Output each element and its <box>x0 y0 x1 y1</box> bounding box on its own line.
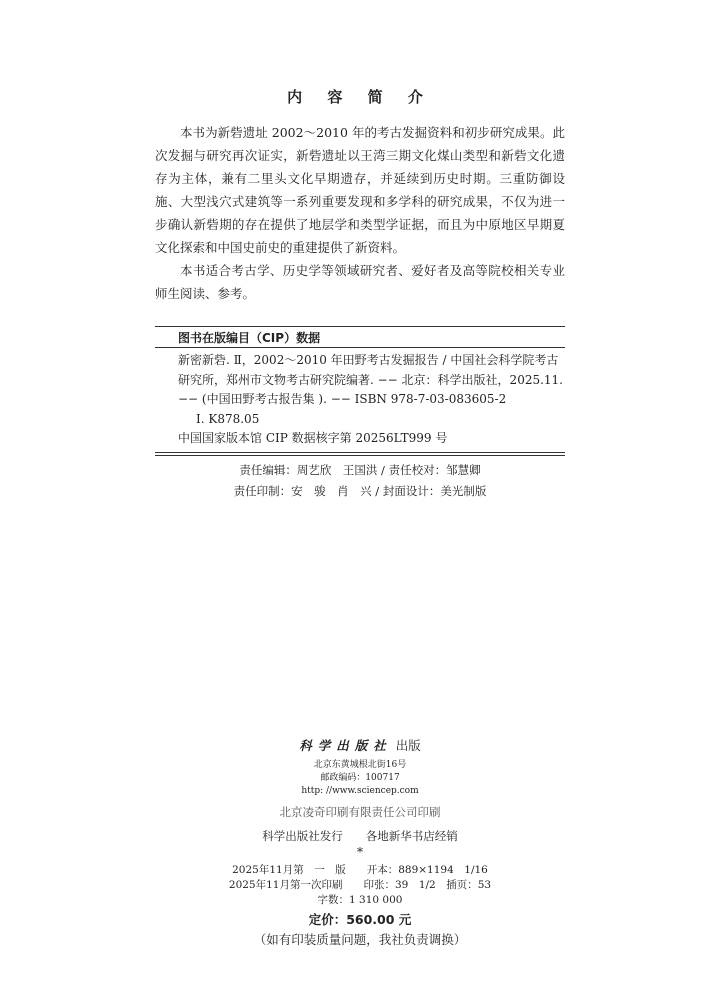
summary-paragraph-2: 本书适合考古学、历史学等领域研究者、爱好者及高等院校相关专业师生阅读、参考。 <box>155 263 565 301</box>
publisher-address: 北京东黄城根北街16号 <box>313 760 407 770</box>
separator-star: * <box>357 845 363 859</box>
summary-body <box>155 121 565 305</box>
printer-line: 北京凌奇印刷有限责任公司印刷 <box>279 805 441 819</box>
return-note: （如有印装质量问题，我社负责调换） <box>253 932 467 947</box>
publisher-name <box>0 737 720 755</box>
cip-classification: Ⅰ. K878.05 <box>196 411 260 426</box>
cip-bottom-rule <box>155 452 565 453</box>
word-count: 字数：1 310 000 <box>317 894 403 906</box>
cip-record-block <box>178 351 568 449</box>
distribution-line: 科学出版社发行 各地新华书店经销 <box>262 829 458 843</box>
edition-line: 2025年11月第 一 版 开本：889×1194 1/16 <box>232 864 488 876</box>
price: 定价：560.00 元 <box>308 912 412 927</box>
publisher-postcode: 邮政编码：100717 <box>320 773 400 783</box>
publisher-website: http: //www.sciencep.com <box>301 786 419 796</box>
summary-title: 内 容 简 介 <box>287 88 433 106</box>
cip-top-rule <box>155 326 565 327</box>
credits-block <box>0 460 720 502</box>
cip-heading: 图书在版编目（CIP）数据 <box>178 331 321 345</box>
credits-editors: 责任编辑：周艺欣 王国洪 / 责任校对：邹慧卿 <box>239 463 481 477</box>
publisher-name-suffix: 出版 <box>395 738 421 753</box>
summary-paragraph-1: 本书为新砦遗址 2002～2010 年的考古发掘资料和初步研究成果。此次发掘与研究再次证实，新砦遗址以王湾三期文化煤山类型和新砦文化遗存为主体，兼有二里头文化早期遗存，并延续到历史时期。三重防御设施、大型浅穴式建筑等一系列重要发现和多学科的研究成果，不仅为进一步确认新砦期的存在提供了地层学和类型学证据，而且为中原地区早期夏文化探索和中国史前史的重建提供了新资料。 <box>155 125 565 255</box>
colophon <box>0 737 720 950</box>
cip-record: 新密新砦. Ⅱ，2002～2010 年田野考古发掘报告 / 中国社会科学院考古研究所，郑州市文物考古研究院编著. −− 北京：科学出版社，2025.11. −− (中国田野考古报告集 ). −− ISBN 978-7-03-083605-2 <box>178 353 563 406</box>
credits-production: 责任印制：安 骏 肖 兴 / 封面设计：美光制版 <box>233 484 487 498</box>
cip-bottom-rule-2 <box>155 455 565 456</box>
printing-line: 2025年11月第一次印刷 印张：39 1/2 插页：53 <box>228 879 492 891</box>
publisher-logo-text: 科学出版社 <box>299 738 392 753</box>
cip-number: 中国国家版本馆 CIP 数据核字第 20256LT999 号 <box>178 431 448 445</box>
cip-heading-rule <box>155 347 565 348</box>
